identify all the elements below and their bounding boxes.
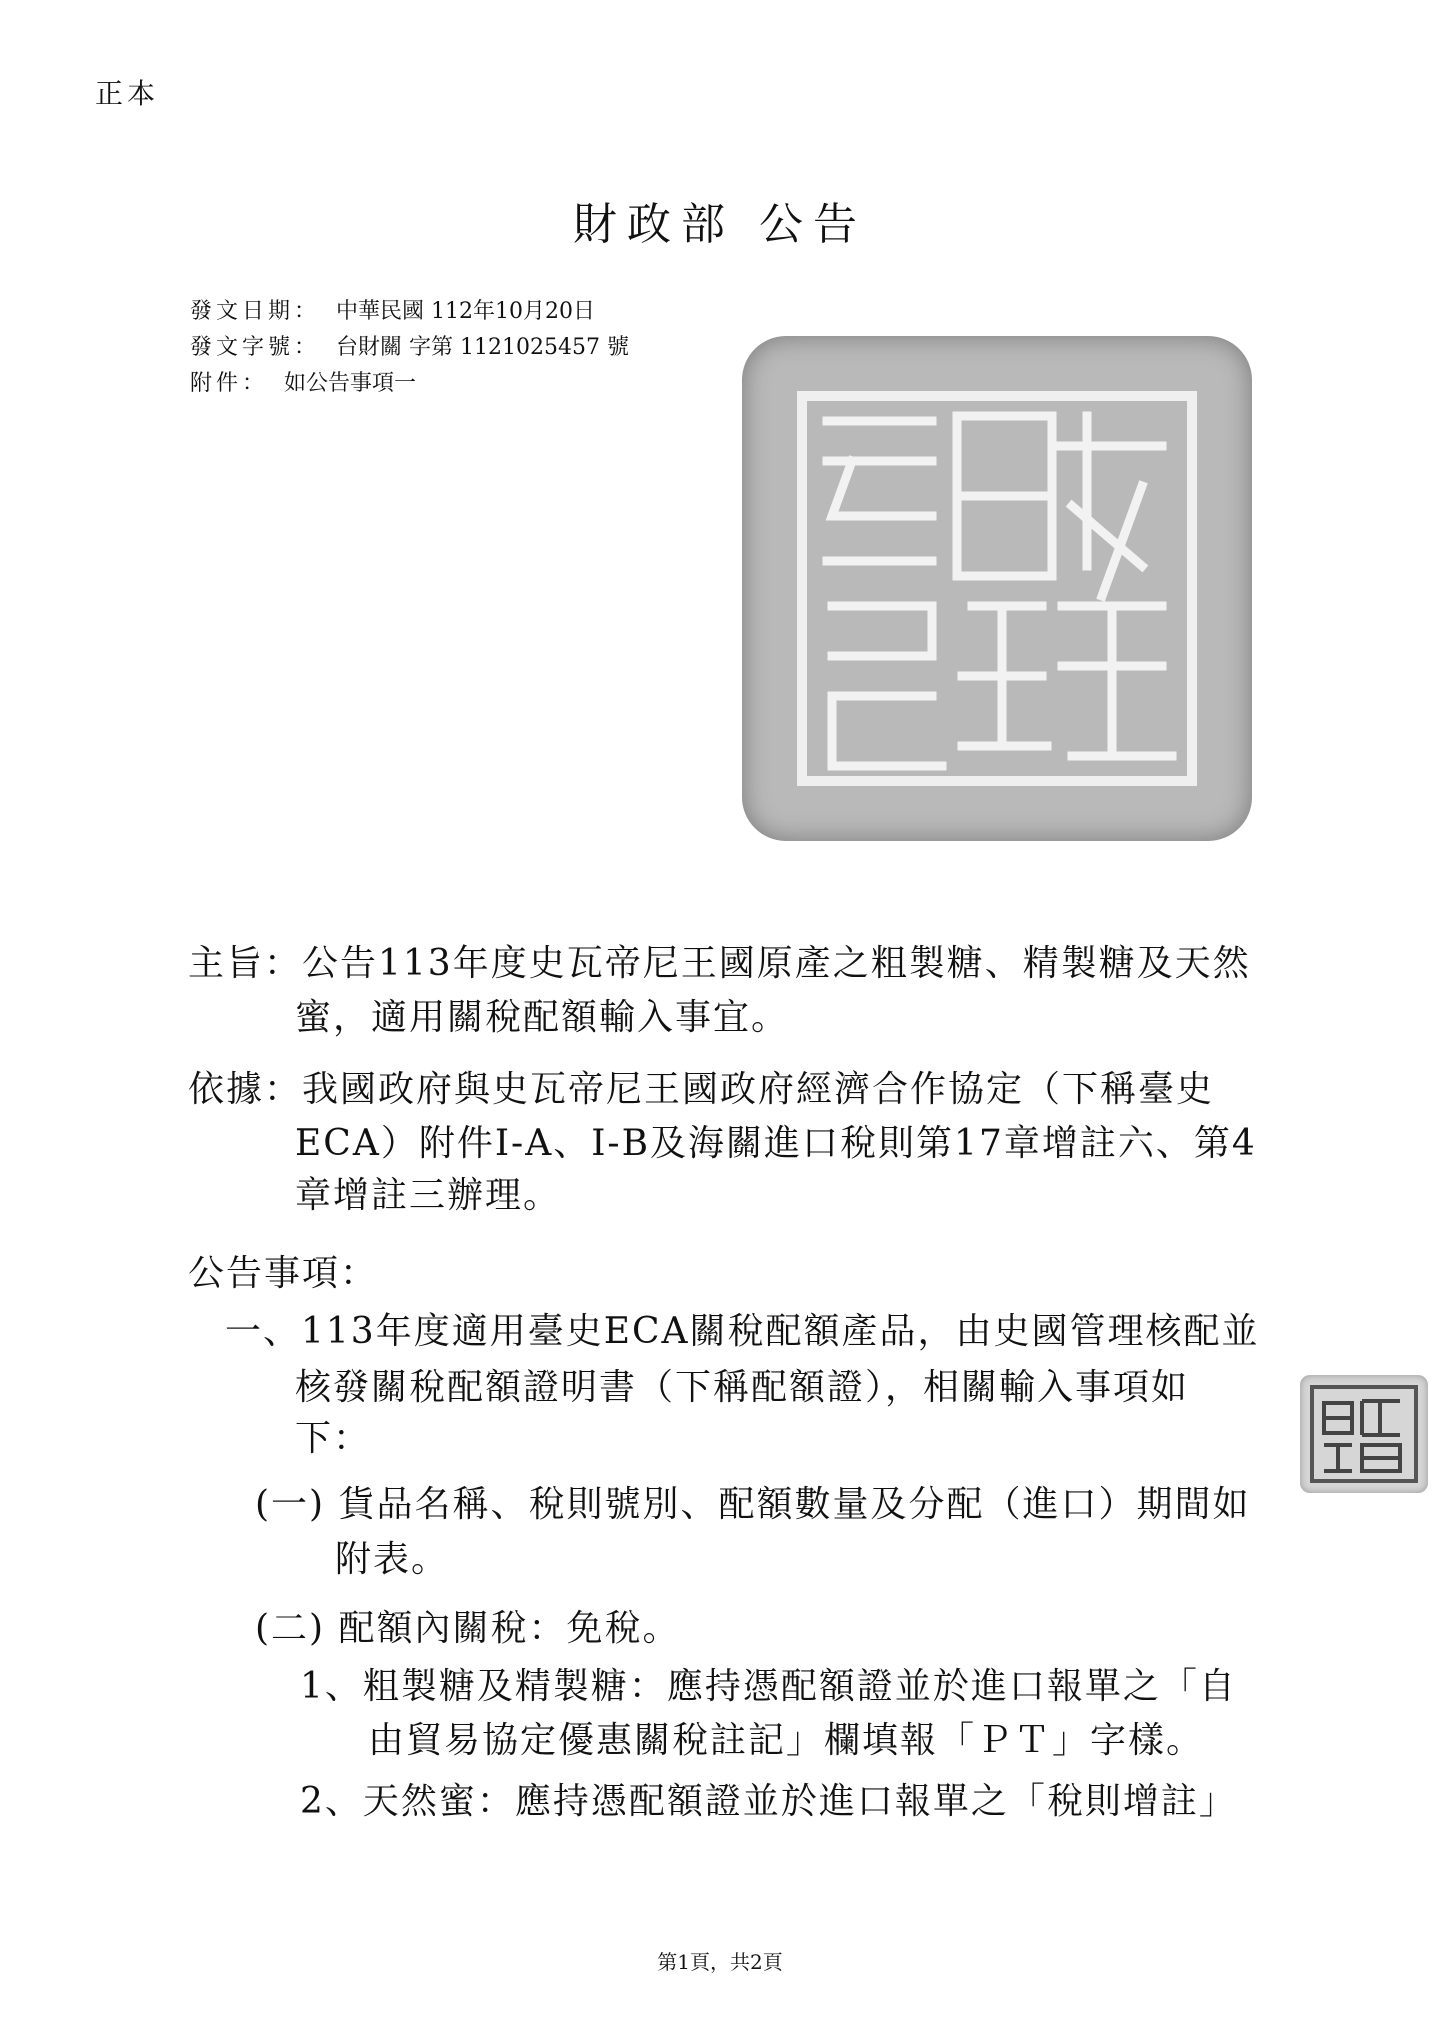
sub-item-2-line-1: (二) 配額內關稅：免稅。	[255, 1608, 681, 1649]
sub-item-1-line-2: 附表。	[335, 1539, 450, 1580]
attachment-value: 如公告事項一	[284, 371, 417, 396]
basis-line-2: ECA）附件I-A、I-B及海關進口稅則第17章增註六、第4	[295, 1123, 1257, 1164]
subject-line-2: 蜜，適用關稅配額輸入事宜。	[295, 997, 790, 1038]
document-title: 財政部 公告	[573, 199, 867, 250]
sub-item-1-line-1: (一) 貨品名稱、稅則號別、配額數量及分配（進口）期間如	[255, 1484, 1251, 1525]
point-1-line-1: 1、粗製糖及精製糖：應持憑配額證並於進口報單之「自	[300, 1666, 1237, 1707]
stamp-glyphs-icon	[1300, 1375, 1428, 1493]
attachment-label: 附件：	[190, 371, 269, 396]
copy-mark: 正本	[95, 77, 160, 110]
document-number-label: 發文字號：	[190, 335, 321, 360]
item-1-line-3: 下：	[295, 1418, 372, 1459]
item-1-line-2: 核發關稅配額證明書（下稱配額證），相關輸入事項如	[295, 1367, 1190, 1408]
issue-date-value: 中華民國 112年10月20日	[336, 299, 595, 324]
page-number: 第1頁，共2頁	[657, 1950, 783, 1974]
attachment-row	[190, 368, 416, 400]
subject-line-1: 主旨：公告113年度史瓦帝尼王國原產之粗製糖、精製糖及天然	[188, 943, 1251, 984]
item-1-line-1: 一、113年度適用臺史ECA關稅配額產品，由史國管理核配並	[225, 1311, 1260, 1352]
document-number-value: 台財關 字第 1121025457 號	[336, 335, 629, 360]
point-2-line-1: 2、天然蜜：應持憑配額證並於進口報單之「稅則增註」	[300, 1781, 1237, 1822]
basis-line-1: 依據：我國政府與史瓦帝尼王國政府經濟合作協定（下稱臺史	[188, 1069, 1215, 1110]
issue-date-row	[190, 296, 595, 328]
document-number-row	[190, 332, 629, 364]
items-heading: 公告事項：	[188, 1253, 379, 1294]
issue-date-label: 發文日期：	[190, 299, 321, 324]
point-1-line-2: 由貿易協定優惠關稅註記」欄填報「ＰＴ」字樣。	[368, 1720, 1205, 1761]
inspection-stamp	[1300, 1375, 1428, 1493]
basis-line-3: 章增註三辦理。	[295, 1175, 562, 1216]
official-seal	[742, 336, 1252, 841]
seal-glyphs-icon	[742, 336, 1252, 841]
